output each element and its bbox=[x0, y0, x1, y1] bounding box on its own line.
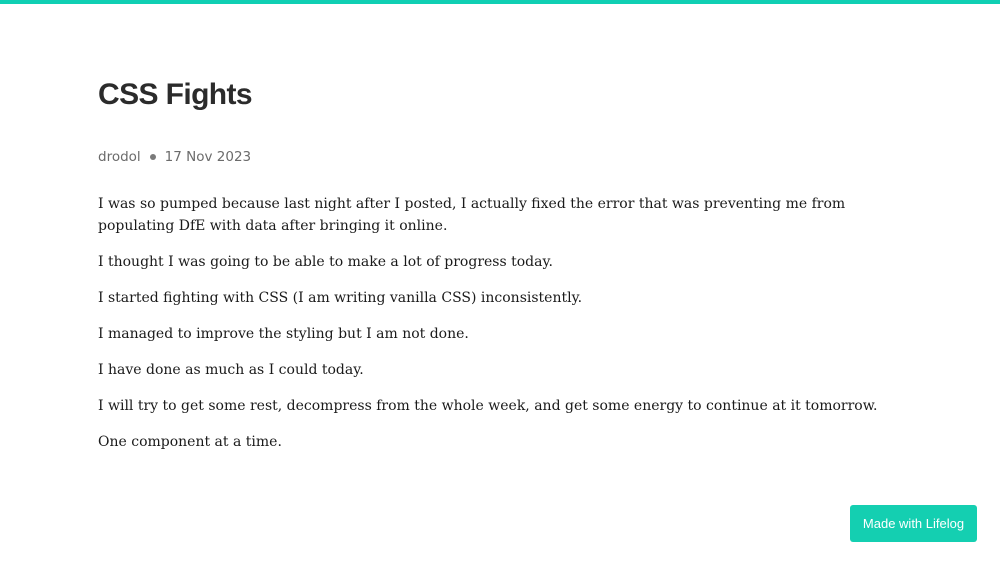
paragraph: I was so pumped because last night after I posted, I actually fixed the error that was preventing me from populating DfE with data after bringing it online. bbox=[98, 196, 846, 234]
post-date: 17 Nov 2023 bbox=[164, 149, 252, 165]
page-title: CSS Fights bbox=[98, 78, 253, 111]
post-content bbox=[98, 193, 888, 467]
paragraph: I managed to improve the styling but I am not done. bbox=[98, 326, 469, 342]
separator-dot-icon bbox=[150, 154, 156, 160]
paragraph: I will try to get some rest, decompress from the whole week, and get some energy to continue at it tomorrow. bbox=[98, 398, 878, 414]
paragraph: One component at a time. bbox=[98, 434, 282, 450]
post-meta bbox=[98, 147, 251, 167]
paragraph: I thought I was going to be able to make a lot of progress today. bbox=[98, 254, 553, 270]
made-with-lifelog-button[interactable]: Made with Lifelog bbox=[850, 505, 977, 542]
top-accent-bar bbox=[0, 0, 1000, 4]
author-name: drodol bbox=[98, 149, 141, 165]
paragraph: I started fighting with CSS (I am writing vanilla CSS) inconsistently. bbox=[98, 290, 583, 306]
paragraph: I have done as much as I could today. bbox=[98, 362, 364, 378]
